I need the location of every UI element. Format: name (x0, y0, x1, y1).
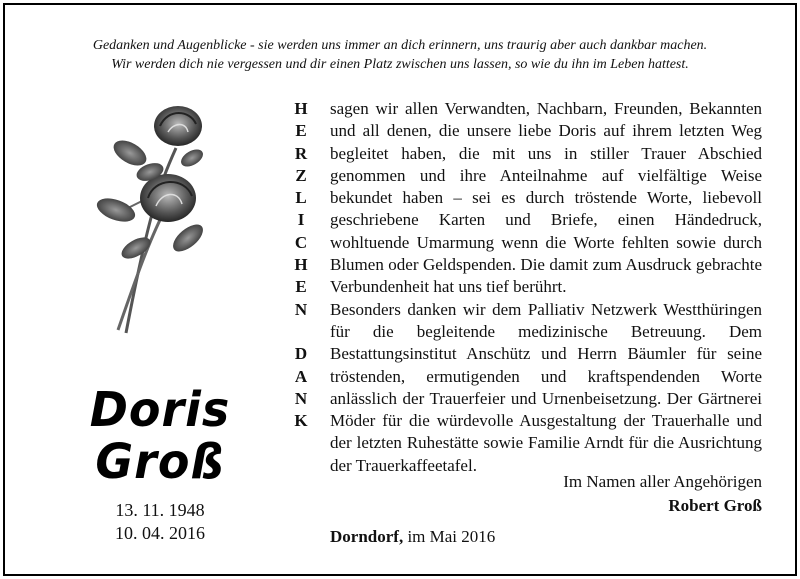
vertical-letter: R (294, 143, 308, 163)
signature-name: Robert Groß (668, 496, 762, 515)
vertical-letter: N (294, 388, 308, 408)
deceased-first-name: Doris (89, 380, 231, 438)
rose-icon (88, 98, 228, 338)
vertical-letter: H (294, 255, 308, 275)
deceased-last-name: Groß (95, 432, 225, 490)
vertical-letter: Z (295, 165, 307, 185)
vertical-letter: D (294, 344, 308, 364)
vertical-letter: N (294, 299, 308, 319)
vertical-herzlichen-dank (286, 98, 316, 432)
motto-line-2: Wir werden dich nie vergessen und dir einen Platz zwischen uns lassen, so wie du ihn im Leben hattest. (111, 57, 689, 72)
vertical-letter: C (294, 232, 308, 252)
birth-date: 13. 11. 1948 (115, 500, 205, 520)
place-date (330, 527, 495, 547)
place-town: Dorndorf, (330, 527, 404, 546)
death-date: 10. 04. 2016 (115, 523, 205, 543)
vertical-letter: A (294, 366, 308, 386)
vertical-letter: K (294, 411, 308, 431)
place-month: im Mai 2016 (403, 527, 496, 546)
thank-you-paragraph-2: Besonders danken wir dem Palliativ Netzwerk Westthüringen für die begleitende medizinische Betreuung. Dem Bestattungsinstitut Anschütz und Herrn Bäumler für seine tröstenden, ermutigenden und kraftspendenden Worte anlässlich der Trauerfeier und Urnenbeisetzung. Der Gärtnerei Möder für die würdevolle Ausgestaltung der Trauerhalle und der letzten Ruhestätte sowie Familie Arndt für die Ausrichtung der Trauerkaffeetafel. (330, 299, 762, 475)
motto-line-1: Gedanken und Augenblicke - sie werden uns immer an dich erinnern, uns traurig aber auch dankbar machen. (92, 38, 708, 53)
vertical-letter: E (295, 121, 307, 141)
vertical-letter: H (294, 99, 308, 118)
signature-intro: Im Namen aller Angehörigen (563, 472, 762, 491)
motto (0, 36, 800, 74)
vertical-letter: L (295, 188, 307, 208)
vertical-letter (286, 321, 316, 343)
vertical-letter: E (295, 277, 307, 297)
vertical-letter: I (297, 210, 305, 230)
thank-you-paragraph-1: sagen wir allen Verwandten, Nachbarn, Freunden, Bekannten und all denen, die unsere liebe Doris auf ihrem letzten Weg begleitet haben, die mit uns in stiller Trauer Abschied genommen und ihre Anteilnahme auf vielfältige Weise bekundet haben – sei es durch tröstende Worte, liebevoll geschriebene Karten und Briefe, einen Händedruck, wohltuende Umarmung wenn die Worte fehlten sowie durch Blumen oder Geldspenden. Die damit zum Ausdruck gebrachte Verbundenheit hat uns tief berührt. (330, 99, 762, 297)
thank-you-text (330, 98, 762, 477)
